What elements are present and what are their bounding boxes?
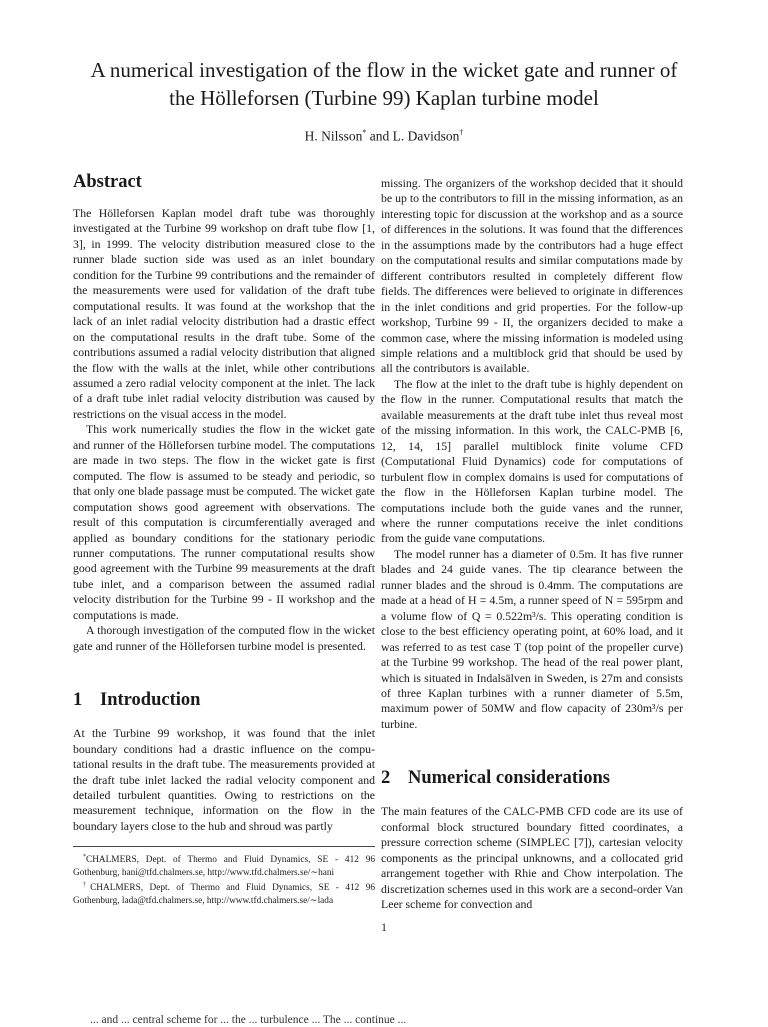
section-title: Numerical considerations [408,768,610,789]
author-mark-a: * [362,128,367,137]
author-nilsson: H. Nilsson [304,128,363,144]
abstract-heading: Abstract [73,172,142,192]
footnote-mark: † [83,882,91,889]
author-davidson: and L. Davidson [366,128,460,144]
footnote-mark: * [83,854,86,860]
next-page-fragment: ... and ... central scheme for ... the ... turbulence ... The ... continue ... [90,1014,407,1026]
introduction-paragraph: The model runner has a diameter of 0.5m. It has five runner blades and 24 guide vanes. The tip clearance between the runner blades and the shroud is 0.4mm. The computations are made at a head of H = 4.5m, a runner speed of N = 595rpm and a volume flow of Q = 0.522m³/s. This operating condition is close to the best efficiency operating point, at 60% load, and it was referred to as test case T (top point of the propeller curve) at the Turbine 99 workshop. The head of the real power plant, which is situated in Indalsälven in Sweden, is 27m and consists of three Kaplan turbines with a runner diameter of 5.5m, maximum power of 50MW and flow capacity of 230m³/s per turbine. [381,546,683,731]
section-title: Introduction [100,690,201,711]
page-number: 1 [381,922,387,934]
left-column [73,170,375,834]
right-column [381,176,683,912]
abstract-paragraph: The Hölleforsen Kaplan model draft tube was thoroughly investigated at the Turbine 99 workshop on draft tube flow [1, 3], in 1999. The velocity distribution measured close to the runner blade suction side was used as an inlet boundary condition for the Turbine 99 contributions and the remainder of the measurements were used for validation of the draft tube computational results. It was found at the workshop that the lack of an inlet radial velocity distribution had a drastic effect on the computational results in the draft tube. Some of the contributions assumed a radial velocity distribution that aligned the flow with the walls at the inlet, while other contributions assumed a zero radial velocity component at the inlet. The lack of a draft tube inlet radial velocity distribution was caused by restrictions on the visual access in the model. [73,206,375,421]
author-mark-b: † [459,128,464,137]
title-line-1: A numerical investigation of the flow in the wicket gate and runner of [90,58,678,82]
title-line-2: the Hölleforsen (Turbine 99) Kaplan turbine model [169,86,599,110]
footnote-text: CHALMERS, Dept. of Thermo and Fluid Dynamics, SE - 412 96 Gothenburg, lada@tfd.chalmers.se, http://www.tfd.chalmers.se/∼lada [73,883,376,906]
footnotes [73,846,375,908]
section-heading-numerical [381,766,683,790]
introduction-paragraph: At the Turbine 99 workshop, it was found that the inlet boundary conditions had a drastic influence on the computational results in the draft tube. The measurements provided at the draft tube inlet lacked the radial velocity component and detailed turbulent quantities. Owing to restrictions on the measurement technique, information on the flow in the boundary layers close to the hub and shroud was partly [73,726,375,833]
section-number: 2 [381,768,391,789]
section-number: 1 [73,690,83,711]
introduction-paragraph: The flow at the inlet to the draft tube is highly dependent on the flow in the runner. Computational results that match the available measurements at the draft tube inlet thus reveal most of the missing information. In this work, the CALC-PMB [6, 12, 14, 15] parallel multiblock finite volume CFD (Computational Fluid Dynamics) code for computations of turbulent flow in complex domains is used for computations of the flow in the Hölleforsen Kaplan turbine model. The computations include both the guide vanes and the runner, where the runner computations receive the inlet conditions from the guide vane computations. [381,376,683,546]
author-line [40,124,728,146]
footnote-davidson [73,879,375,907]
footnote-nilsson [73,851,375,879]
paper-title [40,56,728,112]
abstract-paragraph: This work numerically studies the flow in the wicket gate and runner of the Hölleforsen turbine model. The computations are made in two steps. The flow in the wicket gate is first computed. The flow is assumed to be steady and periodic, so that only one blade passage must be computed. The wicket gate computation shows good agreement with observations. The result of this computation is circumferentially averaged and applied as boundary conditions for the stationary periodic runner computations. The runner computational results show good agreement with the Turbine 99 measurements at the draft tube inlet, and a comparison between the assumed radial velocity distribution for the Turbine 99 - II workshop and the computations is made. [73,422,375,622]
footnote-text: CHALMERS, Dept. of Thermo and Fluid Dynamics, SE - 412 96 Gothenburg, hani@tfd.chalmers.se, http://www.tfd.chalmers.se/∼hani [73,855,375,878]
section-heading-introduction [73,688,375,712]
introduction-paragraph-cont: missing. The organizers of the workshop decided that it should be up to the contributors to fill in the missing information, as an interesting topic for discussion at the workshop and as a source of differences in the solutions. It was found that the differences in the assumptions made by the contributors had a huge effect on the computational results and similar computations made by different contributors resulted in completely different flow fields. The differences were believed to originate in differences in the inlet conditions and grid properties. For the follow-up workshop, Turbine 99 - II, the organizers decided to make a common case, where the missing information is modeled using simple relations and a multiblock grid that should be used by all the contributors is available. [381,176,683,376]
abstract-paragraph: A thorough investigation of the computed flow in the wicket gate and runner of the Hölleforsen turbine model is presented. [73,623,375,653]
numerical-paragraph: The main features of the CALC-PMB CFD code are its use of conformal block structured boundary fitted coordinates, a pressure correction scheme (SIMPLEC [7]), cartesian velocity components as the principal unknowns, and a collocated grid arrangement together with Rhie and Chow interpolation. The discretization schemes used in this work are a second-order Van Leer scheme for convection and [381,804,683,912]
